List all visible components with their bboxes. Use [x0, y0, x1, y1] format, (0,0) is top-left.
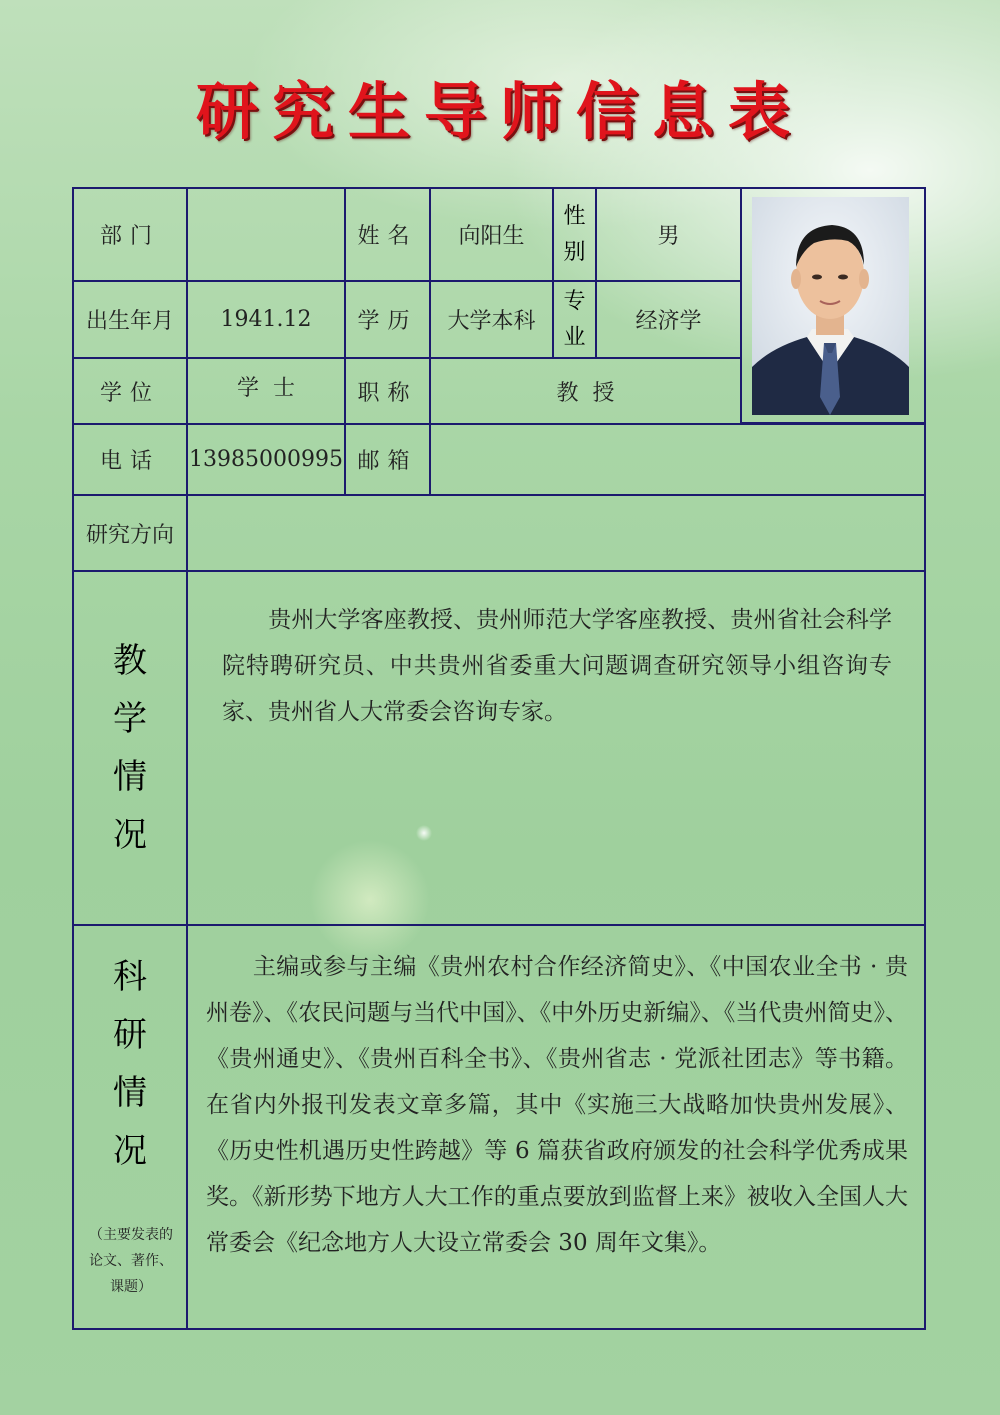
- vertical-char: 性: [563, 203, 586, 229]
- label-research: 研究方向: [72, 494, 188, 572]
- value-degree-text: 学 士: [237, 376, 295, 401]
- vertical-char: 教: [113, 641, 147, 681]
- label-birth: 出生年月: [72, 280, 188, 359]
- vertical-char: 业: [563, 324, 586, 350]
- value-rank-text: 教 授: [556, 380, 615, 406]
- vertical-char: 专: [563, 288, 586, 314]
- value-degree: [186, 357, 346, 425]
- label-gender: [552, 187, 597, 282]
- label-dept: 部门: [72, 187, 188, 282]
- label-degree: 学位: [72, 357, 188, 425]
- sci-text: 主编或参与主编《贵州农村合作经济简史》、《中国农业全书 · 贵州卷》、《农民问题与当代中国》、《中外历史新编》、《当代贵州简史》、《贵州通史》、《贵州百科全书》、《贵州省志 · 党派社团志》等书籍。在省内外报刊发表文章多篇，其中《实施三大战略加快贵州发展》、《历史性机遇历史性跨越》等 6 篇获省政府颁发的社会科学优秀成果奖。《新形势下地方人大工作的重点要放到监督上来》被收入全国人大常委会《纪念地方人大设立常委会 30 周年文集》。: [206, 954, 908, 1256]
- value-dept: [186, 187, 346, 282]
- label-sci-note: （主要发表的论文、著作、课题）: [89, 1227, 173, 1295]
- label-sci-text: [74, 948, 186, 1180]
- label-name: 姓名: [344, 187, 431, 282]
- value-phone: 13985000995: [186, 423, 346, 496]
- label-teaching: [72, 570, 188, 926]
- value-name: 向阳生: [429, 187, 554, 282]
- value-birth: 1941.12: [186, 280, 346, 359]
- teaching-text: 贵州大学客座教授、贵州师范大学客座教授、贵州省社会科学院特聘研究员、中共贵州省委重大问题调查研究领导小组咨询专家、贵州省人大常委会咨询专家。: [222, 607, 892, 725]
- teaching-content: [186, 570, 926, 926]
- portrait-photo-icon: [752, 197, 909, 415]
- label-major: [552, 280, 597, 359]
- label-teaching-text: [113, 632, 147, 864]
- vertical-char: 情: [113, 1073, 147, 1113]
- value-research: [186, 494, 926, 572]
- value-rank: [429, 357, 742, 425]
- vertical-char: 研: [113, 1015, 147, 1055]
- value-major: 经济学: [595, 280, 742, 359]
- label-major-text: [563, 284, 585, 356]
- label-gender-text: [563, 199, 585, 271]
- vertical-char: 科: [113, 957, 147, 997]
- label-phone: 电话: [72, 423, 188, 496]
- value-gender: 男: [595, 187, 742, 282]
- page-title: 研究生导师信息表: [195, 75, 804, 148]
- vertical-char: 情: [113, 757, 147, 797]
- vertical-char: 况: [113, 1131, 147, 1171]
- label-rank: 职称: [344, 357, 431, 425]
- portrait-photo: [752, 197, 909, 415]
- value-education: 大学本科: [429, 280, 554, 359]
- label-education: 学历: [344, 280, 431, 359]
- value-email: [429, 423, 926, 496]
- vertical-char: 别: [563, 239, 586, 265]
- sci-content: [186, 924, 926, 1330]
- vertical-char: 学: [113, 699, 147, 739]
- label-email: 邮箱: [344, 423, 431, 496]
- label-sci: [72, 924, 188, 1330]
- vertical-char: 况: [113, 815, 147, 855]
